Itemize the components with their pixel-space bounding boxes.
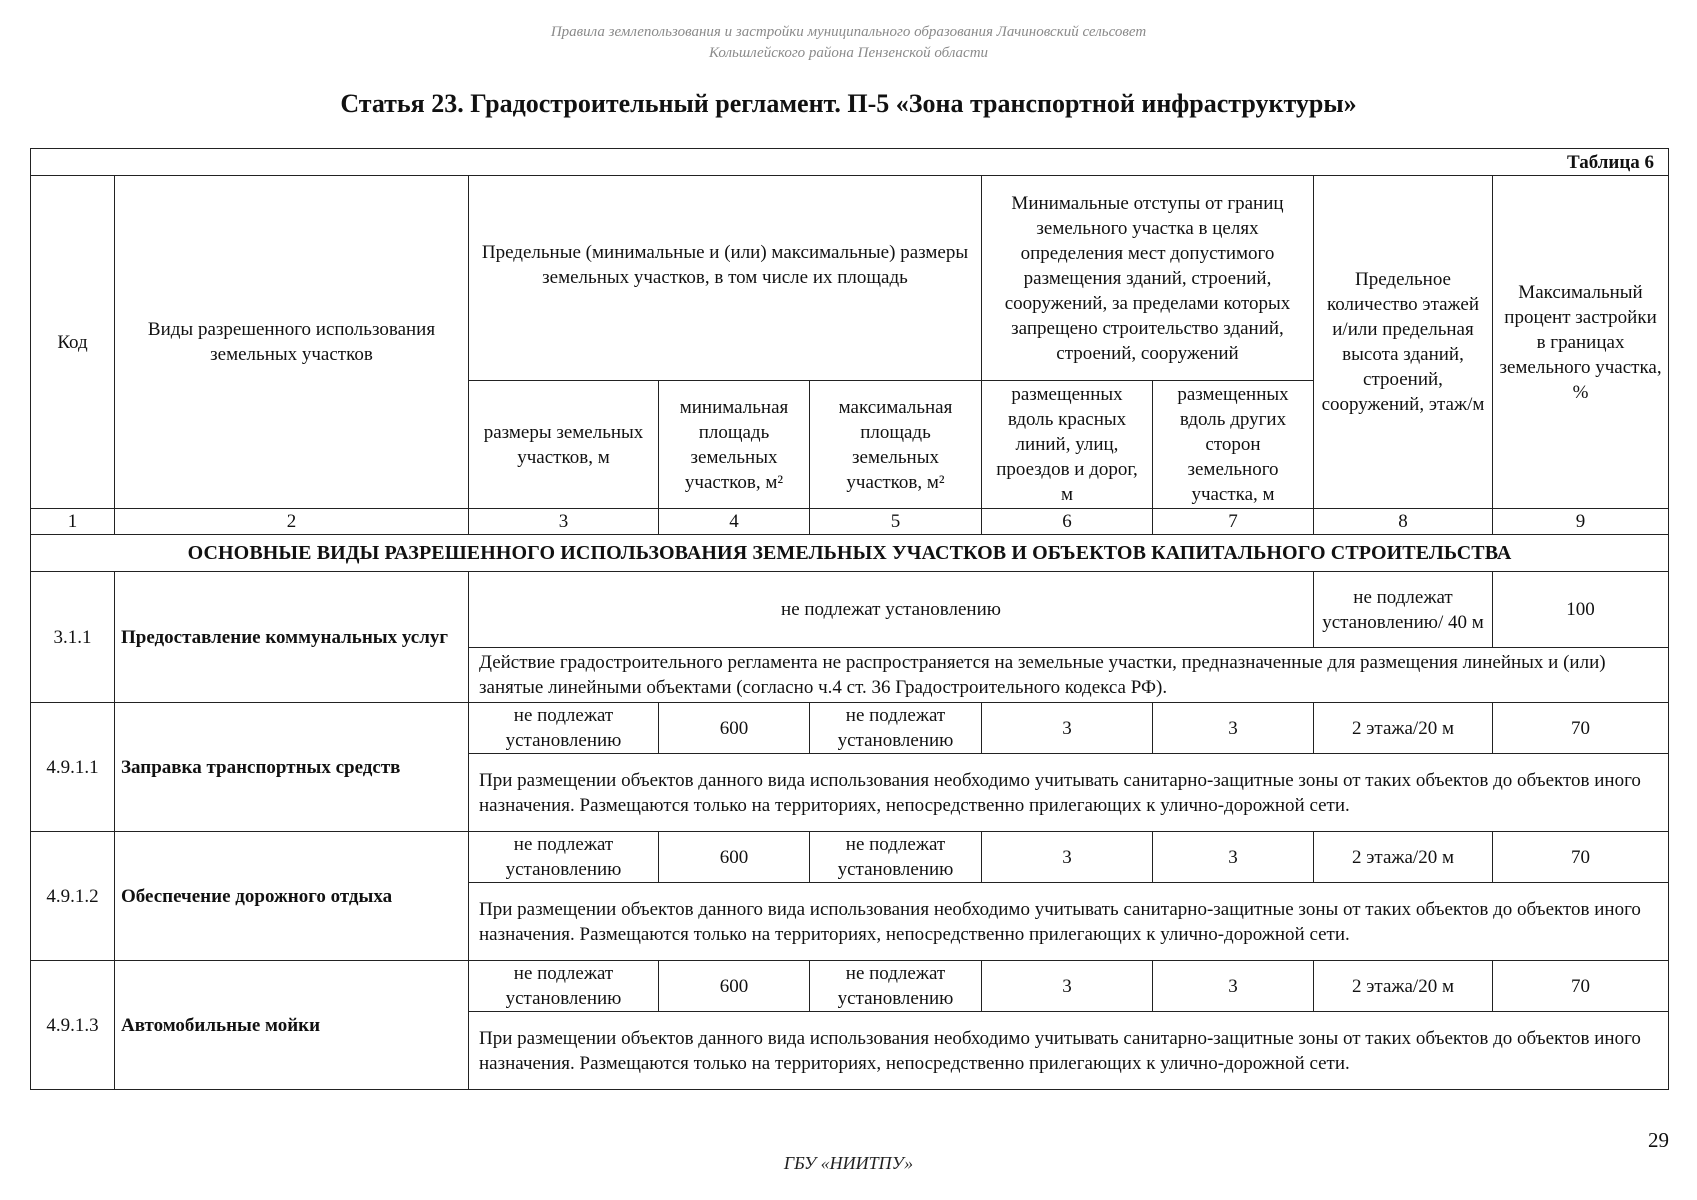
row-setback-red: 3 [982, 703, 1153, 754]
article-title: Статья 23. Градостроительный регламент. П-5 «Зона транспортной инфраструктуры» [340, 89, 1357, 118]
column-number: 1 [31, 509, 115, 535]
row-setback-red: 3 [982, 832, 1153, 883]
column-number: 4 [659, 509, 810, 535]
row-size: не подлежат установлению [469, 703, 659, 754]
table-row [31, 832, 1669, 883]
row-merged-value: не подлежат установлению [469, 572, 1314, 648]
row-name: Предоставление коммунальных услуг [115, 572, 469, 703]
row-max-area: не подлежат установлению [810, 961, 982, 1012]
table-row [31, 703, 1669, 754]
row-code: 4.9.1.1 [31, 703, 115, 832]
running-header [0, 22, 1697, 64]
header-setbacks: Минимальные отступы от границ земельного участка в целях определения мест допустимого размещения зданий, строений, сооружений, за пределами которых запрещено строительство зданий, строений, сооружений [982, 176, 1314, 381]
running-header-line-1: Правила землепользования и застройки муниципального образования Лачиновский сельсовет [550, 24, 1147, 40]
row-percent: 70 [1493, 703, 1669, 754]
row-percent: 70 [1493, 832, 1669, 883]
row-code: 3.1.1 [31, 572, 115, 703]
column-number: 8 [1314, 509, 1493, 535]
table-row [31, 961, 1669, 1012]
page-number: 29 [1648, 1128, 1669, 1152]
row-code: 4.9.1.3 [31, 961, 115, 1090]
column-number: 6 [982, 509, 1153, 535]
row-size: не подлежат установлению [469, 961, 659, 1012]
row-floors: 2 этажа/20 м [1314, 961, 1493, 1012]
header-max-area: максимальная площадь земельных участков, м² [810, 381, 982, 509]
row-floors: 2 этажа/20 м [1314, 703, 1493, 754]
table-caption: Таблица 6 [31, 149, 1669, 176]
row-floors: 2 этажа/20 м [1314, 832, 1493, 883]
header-setback-other: размещенных вдоль других сторон земельного участка, м [1153, 381, 1314, 509]
row-min-area: 600 [659, 832, 810, 883]
row-max-area: не подлежат установлению [810, 703, 982, 754]
header-max-percent: Максимальный процент застройки в границах земельного участка, % [1493, 176, 1669, 509]
column-number: 3 [469, 509, 659, 535]
header-setback-red: размещенных вдоль красных линий, улиц, проездов и дорог, м [982, 381, 1153, 509]
footer: ГБУ «НИИТПУ» [783, 1153, 914, 1173]
row-percent: 100 [1493, 572, 1669, 648]
header-types: Виды разрешенного использования земельных участков [115, 176, 469, 509]
column-number: 7 [1153, 509, 1314, 535]
row-code: 4.9.1.2 [31, 832, 115, 961]
row-note: Действие градостроительного регламента не распространяется на земельные участки, предназначенные для размещения линейных и (или) занятые линейными объектами (согласно ч.4 ст. 36 Градостроительного кодекса РФ). [469, 648, 1669, 703]
header-floors: Предельное количество этажей и/или предельная высота зданий, строений, сооружений, этаж/м [1314, 176, 1493, 509]
row-name: Обеспечение дорожного отдыха [115, 832, 469, 961]
row-percent: 70 [1493, 961, 1669, 1012]
row-setback-other: 3 [1153, 703, 1314, 754]
header-min-area: минимальная площадь земельных участков, м² [659, 381, 810, 509]
running-header-line-2: Кольшлейского района Пензенской области [708, 45, 989, 61]
header-code: Код [31, 176, 115, 509]
row-name: Автомобильные мойки [115, 961, 469, 1090]
caption-row [31, 149, 1669, 176]
row-note: При размещении объектов данного вида использования необходимо учитывать санитарно-защитные зоны от таких объектов до объектов иного назначения. Размещаются только на территориях, непосредственно прилегающих к улично-дорожной сети. [469, 883, 1669, 961]
row-setback-other: 3 [1153, 961, 1314, 1012]
row-setback-other: 3 [1153, 832, 1314, 883]
row-note: При размещении объектов данного вида использования необходимо учитывать санитарно-защитные зоны от таких объектов до объектов иного назначения. Размещаются только на территориях, непосредственно прилегающих к улично-дорожной сети. [469, 754, 1669, 832]
row-note: При размещении объектов данного вида использования необходимо учитывать санитарно-защитные зоны от таких объектов до объектов иного назначения. Размещаются только на территориях, непосредственно прилегающих к улично-дорожной сети. [469, 1012, 1669, 1090]
column-number: 5 [810, 509, 982, 535]
row-size: не подлежат установлению [469, 832, 659, 883]
row-min-area: 600 [659, 703, 810, 754]
section-row [31, 535, 1669, 572]
row-setback-red: 3 [982, 961, 1153, 1012]
regulation-table [30, 148, 1669, 1090]
column-number: 9 [1493, 509, 1669, 535]
row-max-area: не подлежат установлению [810, 832, 982, 883]
header-limits: Предельные (минимальные и (или) максимальные) размеры земельных участков, в том числе их площадь [469, 176, 982, 381]
header-row-1 [31, 176, 1669, 381]
table-row [31, 572, 1669, 648]
header-sizes: размеры земельных участков, м [469, 381, 659, 509]
row-floors: не подлежат установлению/ 40 м [1314, 572, 1493, 648]
column-numbers-row [31, 509, 1669, 535]
column-number: 2 [115, 509, 469, 535]
row-min-area: 600 [659, 961, 810, 1012]
row-name: Заправка транспортных средств [115, 703, 469, 832]
section-title: ОСНОВНЫЕ ВИДЫ РАЗРЕШЕННОГО ИСПОЛЬЗОВАНИЯ ЗЕМЕЛЬНЫХ УЧАСТКОВ И ОБЪЕКТОВ КАПИТАЛЬНОГО СТРОИТЕЛЬСТВА [31, 535, 1669, 572]
